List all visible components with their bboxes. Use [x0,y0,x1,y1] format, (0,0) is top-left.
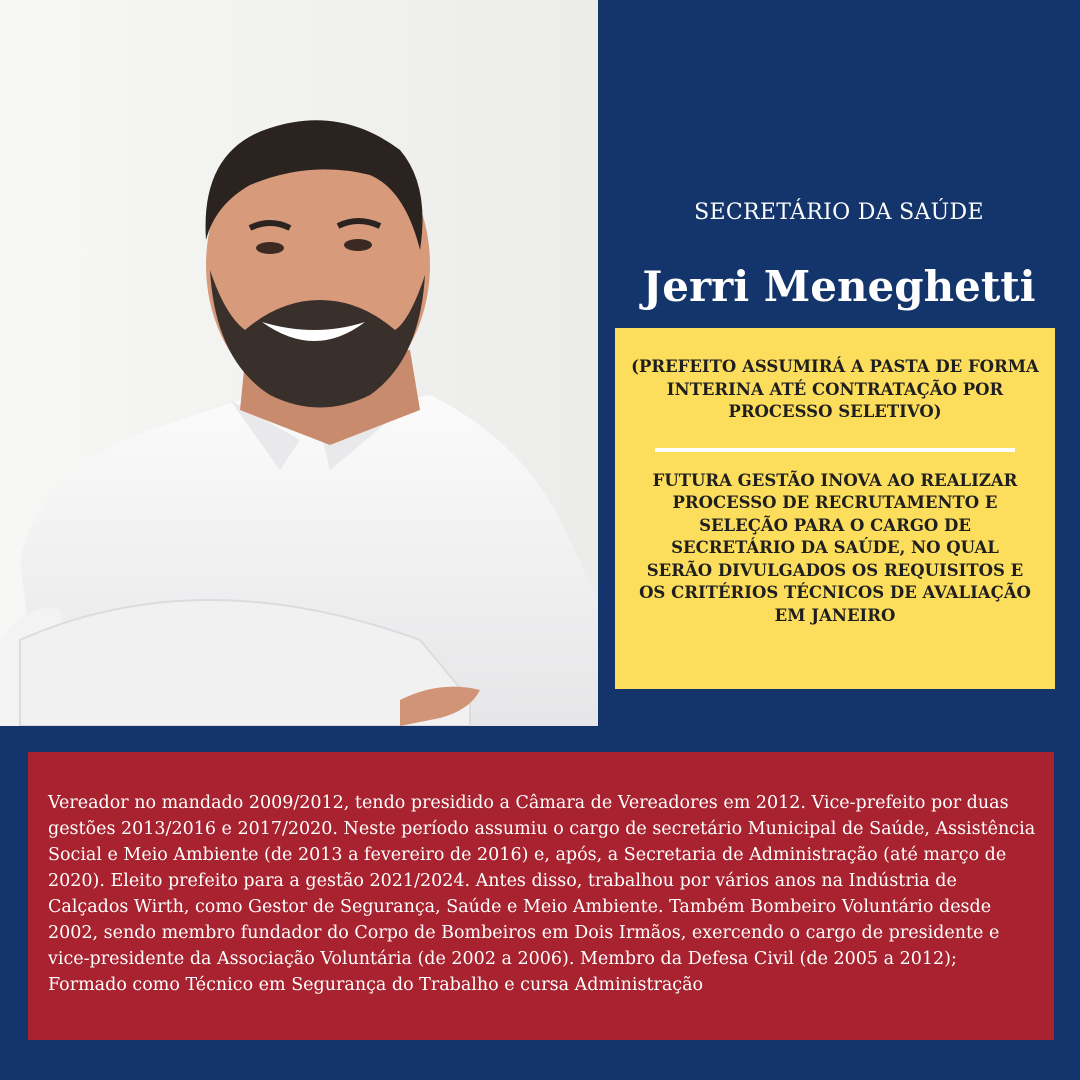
divider [655,448,1015,452]
notice-box [615,328,1055,689]
portrait-photo [0,0,598,726]
bio-box [28,752,1054,1040]
portrait-illustration [0,0,598,726]
interim-note: (PREFEITO ASSUMIRÁ A PASTA DE FORMA INTERINA ATÉ CONTRATAÇÃO POR PROCESSO SELETIVO) [631,357,1039,421]
recruitment-note: FUTURA GESTÃO INOVA AO REALIZAR PROCESSO DE RECRUTAMENTO E SELEÇÃO PARA O CARGO DE SECRETÁRIO DA SAÚDE, NO QUAL SERÃO DIVULGADOS OS REQUISITOS E OS CRITÉRIOS TÉCNICOS DE AVALIAÇÃO EM JANEIRO [639,470,1031,625]
role-title: SECRETÁRIO DA SAÚDE [694,200,984,225]
bio-text: Vereador no mandado 2009/2012, tendo presidido a Câmara de Vereadores em 2012. Vice-prefeito por duas gestões 2013/2016 e 2017/2020. Neste período assumiu o cargo de secretário Municipal de Saúde, Assistência Social e Meio Ambiente (de 2013 a fevereiro de 2016) e, após, a Secretaria de Administração (até março de 2020). Eleito prefeito para a gestão 2021/2024. Antes disso, trabalhou por vários anos na Indústria de Calçados Wirth, como Gestor de Segurança, Saúde e Meio Ambiente. Também Bombeiro Voluntário desde 2002, sendo membro fundador do Corpo de Bombeiros em Dois Irmãos, exercendo o cargo de presidente e vice-presidente da Associação Voluntária (de 2002 a 2006). Membro da Defesa Civil (de 2005 a 2012); Formado como Técnico em Segurança do Trabalho e cursa Administração [48,793,1036,995]
person-name: Jerri Meneghetti [642,262,1036,311]
